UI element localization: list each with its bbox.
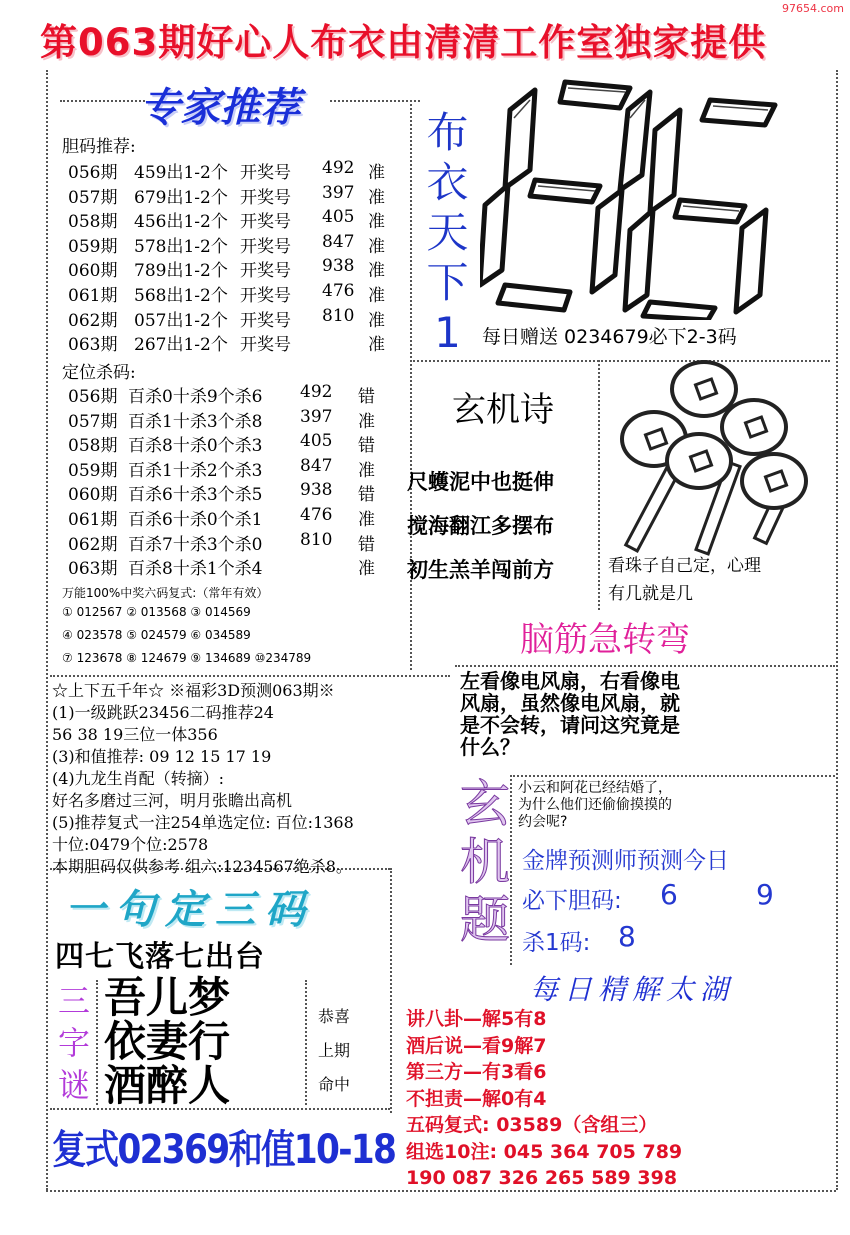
dingwei-period: 063期 — [68, 559, 118, 580]
danma-label: 开奖号 — [240, 286, 291, 306]
question-line: 小云和阿花已经结婚了， — [518, 780, 672, 796]
divider — [330, 100, 420, 102]
danma-num: 492 — [322, 158, 355, 178]
wanneng-line: ① 012567 ② 013568 ③ 014569 — [62, 605, 251, 619]
danma-label: 开奖号 — [240, 212, 291, 233]
dingwei-period: 056期 — [68, 387, 118, 407]
danma-label: 开奖号 — [240, 236, 291, 257]
dingwei-period: 060期 — [68, 485, 118, 506]
danma-res: 准 — [368, 212, 385, 233]
brain-line: 风扇，虽然像电风扇，就 — [460, 691, 680, 715]
dingwei-pick: 百杀7十杀3个杀0 — [128, 534, 263, 555]
dingwei-period: 059期 — [68, 460, 118, 481]
danma-pick: 789出1-2个 — [134, 261, 228, 282]
dingwei-res: 错 — [358, 485, 375, 506]
xuanji-question — [518, 780, 672, 831]
dingwei-num: 938 — [300, 480, 333, 501]
poem-body — [407, 460, 554, 592]
brain-line: 是不会转，请问这究竟是 — [460, 713, 680, 737]
danma-period: 060期 — [68, 261, 118, 282]
taihu-line: 190 087 326 265 589 398 — [406, 1167, 678, 1189]
sanzi-label — [54, 980, 94, 1106]
taihu-heading: 每日精解太湖 — [530, 973, 735, 1006]
dingwei-pick: 百杀1十杀2个杀3 — [128, 460, 263, 481]
danma-period: 058期 — [68, 212, 118, 233]
xuanji-ti-vertical — [455, 775, 515, 949]
question-line: 约会呢? — [518, 814, 568, 830]
danma-res: 准 — [368, 163, 385, 183]
taihu-line: 第三方—有3看6 — [406, 1061, 547, 1083]
dingwei-period: 061期 — [68, 510, 118, 530]
danma-num: 405 — [322, 207, 355, 228]
dingwei-pick: 百杀8十杀0个杀3 — [128, 436, 263, 457]
left-border — [46, 70, 48, 1190]
dingwei-num: 405 — [300, 431, 333, 452]
sanzi-label-char: 谜 — [57, 1066, 90, 1104]
dingwei-period: 057期 — [68, 411, 118, 432]
danma-label: 开奖号 — [240, 310, 291, 331]
buyi-char: 衣 — [426, 158, 469, 207]
buyi-vertical-title — [420, 108, 475, 358]
danma-pick: 456出1-2个 — [134, 212, 228, 233]
danma-label: 开奖号 — [240, 261, 291, 282]
dingwei-pick: 百杀6十杀3个杀5 — [128, 485, 263, 506]
poem-line: 搅海翻江多摆布 — [407, 514, 554, 538]
danma-pick: 057出1-2个 — [134, 310, 228, 331]
wanneng-label: 万能100%中奖六码复式:（常年有效） — [62, 586, 269, 600]
dingwei-pick: 百杀1十杀3个杀8 — [128, 411, 263, 432]
shangxia-line: 56 38 19三位一体356 — [52, 725, 218, 744]
expert-heading: 专家推荐 — [140, 85, 300, 131]
dingwei-period: 062期 — [68, 534, 118, 555]
divider — [60, 100, 145, 102]
big-number-graphic — [480, 70, 780, 320]
beads-graphic — [610, 360, 830, 550]
congrats-line: 命中 — [318, 1075, 351, 1094]
danma-res: 准 — [368, 310, 385, 331]
dingwei-res: 错 — [358, 534, 375, 555]
danma-res: 准 — [368, 236, 385, 257]
buyi-char: 下 — [426, 258, 469, 307]
dingwei-pick: 百杀8十杀1个杀4 — [128, 559, 263, 580]
xuanji-char: 玄 — [460, 775, 510, 833]
sanzi-label-char: 三 — [57, 982, 90, 1020]
brain-line: 什么？ — [460, 735, 520, 759]
danma-pick: 568出1-2个 — [134, 286, 228, 306]
taihu-line: 不担责—解0有4 — [406, 1087, 547, 1110]
taihu-line: 酒后说—看9解7 — [406, 1034, 547, 1057]
danma-res: 准 — [368, 286, 385, 306]
sanzi-word: 吾儿梦 — [104, 973, 231, 1022]
sanzi-label-char: 字 — [57, 1024, 90, 1062]
taihu-line: 讲八卦—解5有8 — [406, 1008, 547, 1030]
sha-value: 8 — [618, 920, 636, 953]
xuanji-char: 机 — [460, 833, 510, 891]
dingwei-num: 476 — [300, 505, 333, 525]
shangxia-line: (3)和值推荐: 09 12 15 17 19 — [52, 747, 272, 766]
dingwei-num: 397 — [300, 406, 333, 427]
shangxia-line: 十位:0479个位:2578 — [52, 835, 209, 854]
dingwei-res: 准 — [358, 411, 375, 432]
dingwei-period: 058期 — [68, 436, 118, 457]
congrats-line: 恭喜 — [318, 1007, 351, 1026]
bead-coin-icon — [665, 432, 733, 490]
congrats-line: 上期 — [318, 1041, 351, 1060]
wanneng-line: ④ 023578 ⑤ 024579 ⑥ 034589 — [62, 628, 251, 642]
bead-coin-icon — [740, 452, 808, 510]
yiju-heading: 一句定三码 — [65, 887, 315, 933]
yiju-phrase: 四七飞落七出台 — [55, 939, 266, 973]
danma-res: 准 — [368, 187, 385, 208]
danma-period: 061期 — [68, 286, 118, 306]
danma-num: 810 — [322, 305, 355, 326]
sanzi-words — [104, 973, 231, 1110]
shangxia-line: (4)九龙生肖配（转摘）: — [52, 769, 225, 788]
danma-pick: 267出1-2个 — [134, 335, 228, 356]
danma-res: 准 — [368, 335, 385, 356]
danma-num: 397 — [322, 182, 355, 203]
shangxia-line: (1)一级跳跃23456二码推荐24 — [52, 703, 274, 722]
dingwei-num: 810 — [300, 529, 333, 550]
divider — [305, 980, 307, 1105]
question-line: 为什么他们还偷偷摸摸的 — [518, 797, 672, 813]
shangxia-line: ☆上下五千年☆ ※福彩3D预测063期※ — [52, 681, 335, 700]
taihu-body — [406, 1006, 682, 1192]
danma-period: 056期 — [68, 163, 118, 183]
buyi-char: 1 — [434, 308, 461, 357]
shangxia-line: (5)推荐复式一注254单选定位: 百位:1368 — [52, 813, 354, 832]
danma-period: 057期 — [68, 187, 118, 208]
buyi-char: 布 — [426, 108, 469, 157]
danma-label: 胆码推荐: — [62, 137, 136, 157]
wanneng-line: ⑦ 123678 ⑧ 124679 ⑨ 134689 ⑩234789 — [62, 651, 312, 665]
beads-caption — [608, 552, 761, 608]
danma-period: 063期 — [68, 335, 118, 356]
sanzi-word: 酒醉人 — [104, 1061, 231, 1110]
dingwei-pick: 百杀6十杀0个杀1 — [128, 510, 263, 530]
buyi-char: 天 — [426, 208, 469, 257]
site-watermark: 97654.com — [782, 2, 844, 15]
bixia-value-a: 6 — [660, 878, 678, 911]
danma-label: 开奖号 — [240, 163, 291, 183]
divider — [455, 665, 835, 667]
divider — [96, 980, 98, 1105]
poem-line: 初生羔羊闯前方 — [407, 558, 554, 582]
danma-num: 476 — [322, 281, 355, 301]
dingwei-num: 847 — [300, 455, 333, 476]
danma-num: 938 — [322, 256, 355, 277]
poem-heading: 玄机诗 — [452, 390, 554, 430]
danma-label: 开奖号 — [240, 335, 291, 356]
taihu-line: 组选10注: 045 364 705 789 — [406, 1140, 683, 1163]
bixia-value-b: 9 — [756, 878, 774, 911]
shangxia-line: 好名多磨过三河，明月张瞻出高机 — [52, 791, 293, 810]
danma-period: 059期 — [68, 236, 118, 257]
danma-pick: 459出1-2个 — [134, 163, 228, 183]
sha-label: 杀1码: — [522, 930, 591, 956]
divider — [390, 868, 392, 1113]
divider — [510, 775, 835, 777]
bixia-label: 必下胆码: — [522, 888, 622, 914]
bead-coin-icon — [720, 398, 788, 456]
danma-num: 847 — [322, 231, 355, 252]
dingwei-res: 准 — [358, 559, 375, 580]
divider — [50, 1108, 390, 1110]
dingwei-res: 准 — [358, 510, 375, 530]
danma-res: 准 — [368, 261, 385, 282]
dingwei-label: 定位杀码: — [62, 363, 136, 383]
dingwei-res: 错 — [358, 387, 375, 407]
beads-caption-line: 看珠子自己定，心理 — [608, 556, 761, 576]
brain-line: 左看像电风扇，右看像电 — [460, 669, 680, 693]
danma-label: 开奖号 — [240, 187, 291, 208]
dingwei-res: 错 — [358, 436, 375, 457]
brain-heading: 脑筋急转弯 — [520, 620, 690, 660]
divider — [598, 360, 600, 610]
right-border — [836, 70, 838, 1190]
sanzi-word: 依妻行 — [104, 1017, 231, 1066]
poem-line: 尺蠖泥中也挺伸 — [407, 470, 554, 494]
shangxia-line: 本期胆码仅供参考 组六:1234567绝杀8。 — [52, 857, 352, 876]
shangxia-block — [52, 680, 354, 878]
jinpai-title: 金牌预测师预测今日 — [522, 848, 729, 874]
taihu-line: 五码复式: 03589（含组三） — [406, 1114, 658, 1136]
dingwei-num: 492 — [300, 382, 333, 402]
danma-pick: 679出1-2个 — [134, 187, 228, 208]
divider — [50, 675, 450, 677]
daily-gift: 每日赠送 0234679必下2-3码 — [482, 326, 737, 348]
page-title: 第063期好心人布衣由清清工作室独家提供 — [40, 21, 767, 64]
beads-caption-line: 有几就是几 — [608, 584, 693, 604]
dingwei-res: 准 — [358, 460, 375, 481]
brain-body — [460, 670, 680, 758]
fushi: 复式02369和值10-18 — [52, 1127, 396, 1173]
dingwei-pick: 百杀0十杀9个杀6 — [128, 387, 263, 407]
congrats — [318, 1000, 350, 1102]
danma-period: 062期 — [68, 310, 118, 331]
danma-pick: 578出1-2个 — [134, 236, 228, 257]
xuanji-char: 题 — [460, 891, 510, 949]
